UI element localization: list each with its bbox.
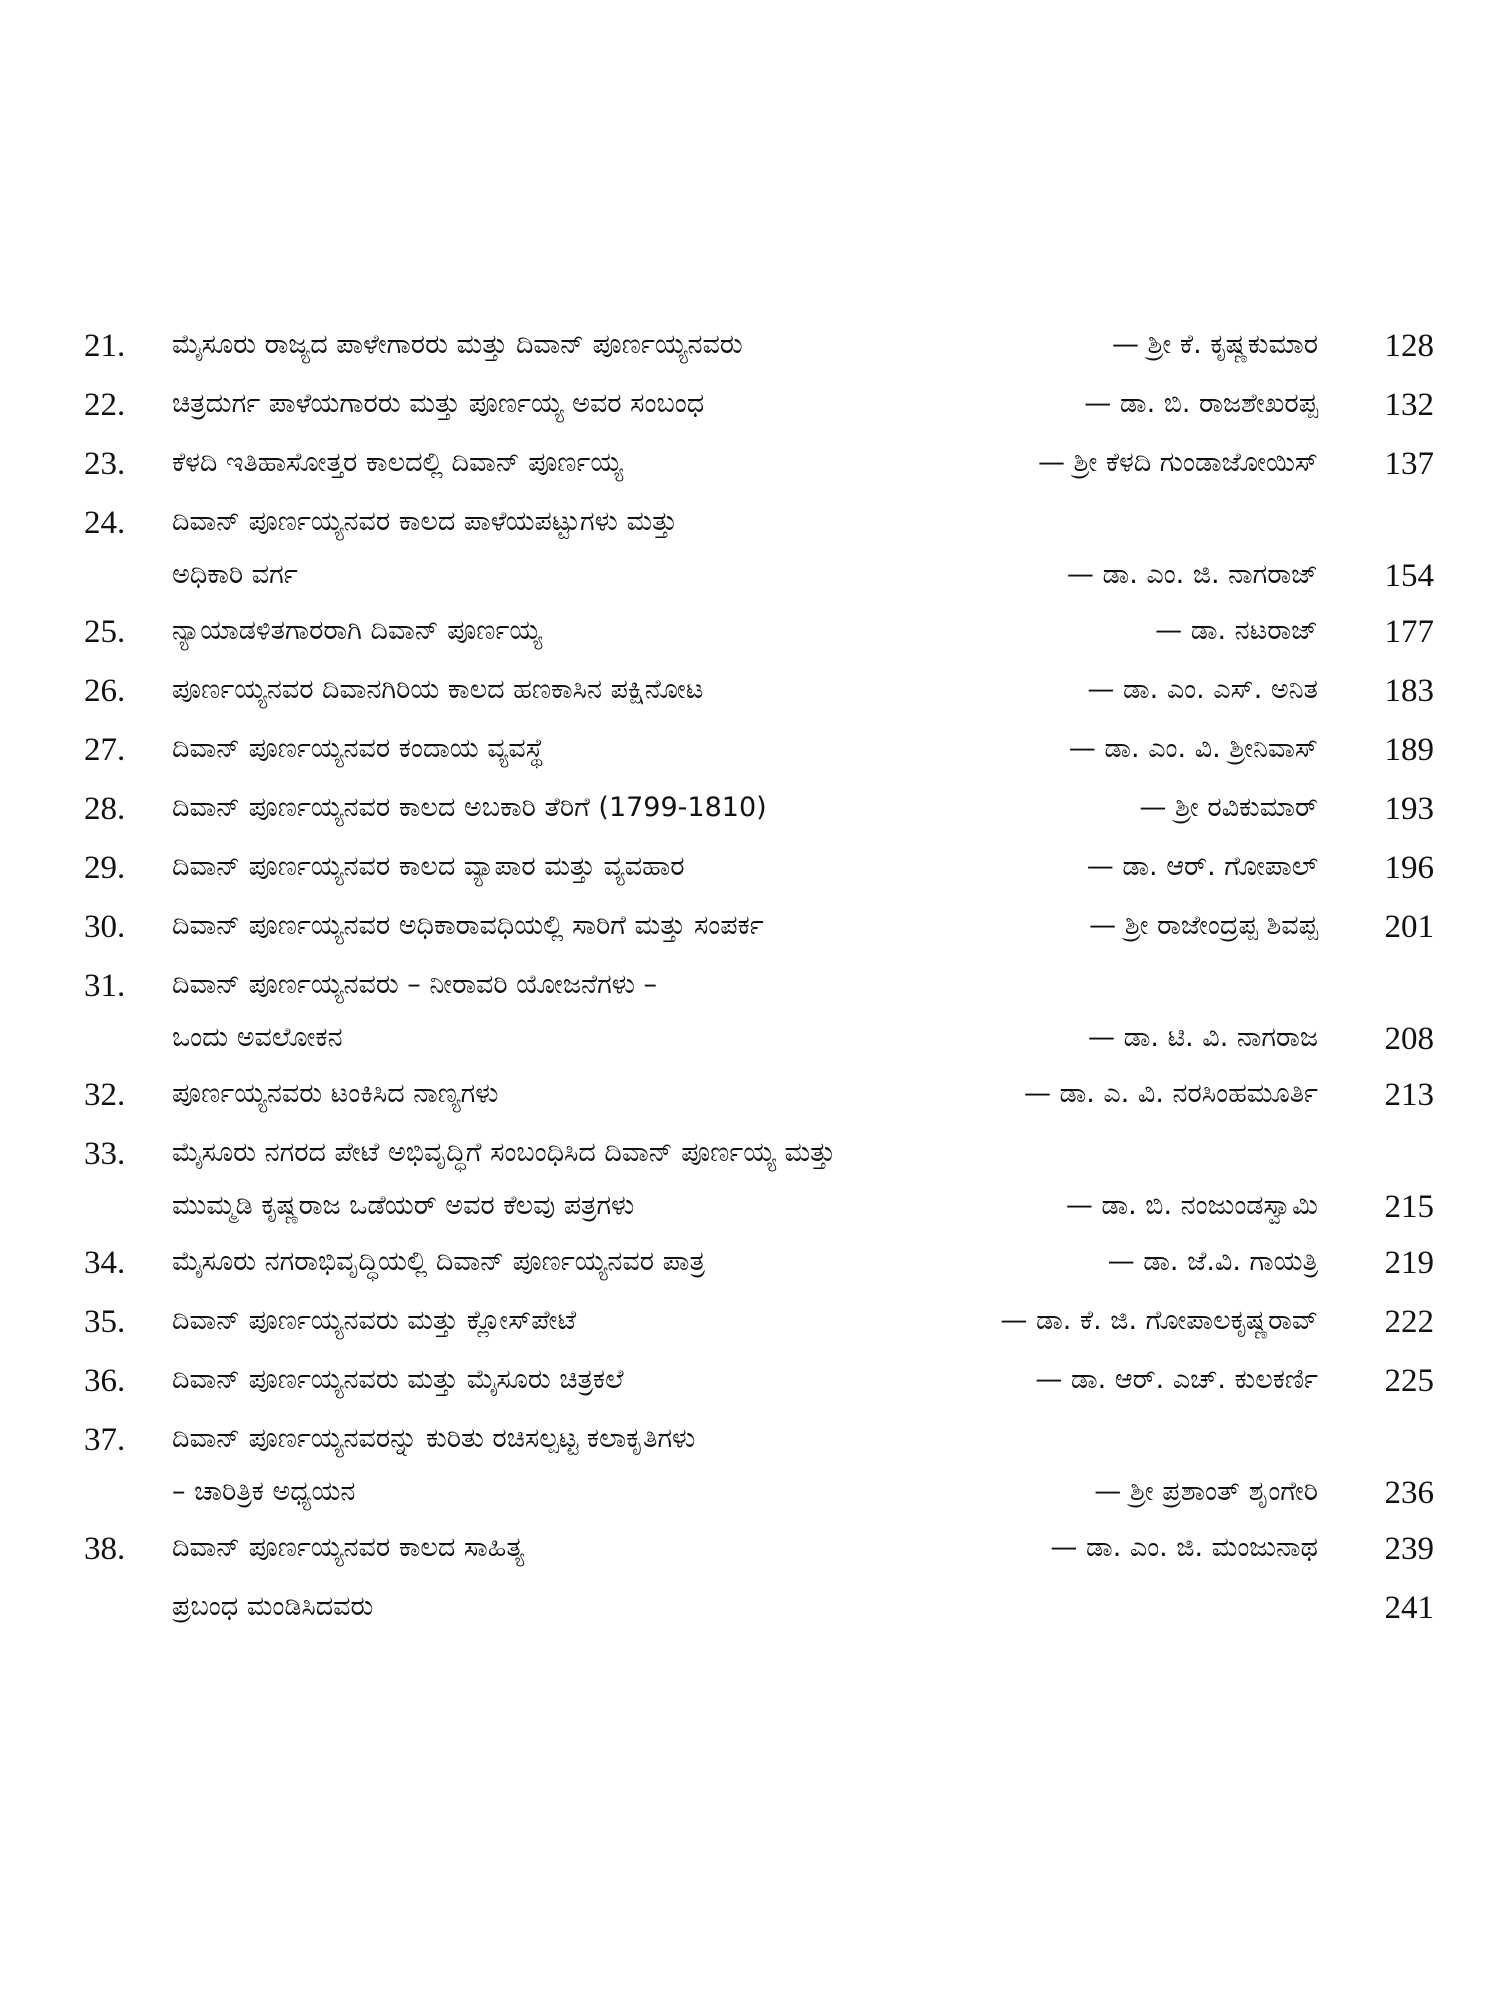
toc-entry <box>0 783 1500 842</box>
toc-entry <box>0 1237 1500 1296</box>
toc-entry <box>0 1069 1500 1128</box>
entry-author: — ಶ್ರೀ ರಾಜೇಂದ್ರಪ್ಪ ಶಿವಪ್ಪ <box>1089 910 1318 941</box>
toc-entry <box>0 497 1500 606</box>
entry-author: — ಡಾ. ಬಿ. ನಂಜುಂಡಸ್ವಾಮಿ <box>1065 1190 1318 1221</box>
toc-entry <box>0 1523 1500 1582</box>
entry-title: ದಿವಾನ್ ಪೂರ್ಣಯ್ಯನವರ ಕಾಲದ ಸಾಹಿತ್ಯ <box>172 1532 525 1563</box>
toc-entry <box>0 960 1500 1069</box>
entry-page-number: 196 <box>1384 850 1434 886</box>
toc-entry <box>0 606 1500 665</box>
toc-entry <box>0 320 1500 379</box>
entry-author: — ಶ್ರೀ ರವಿಕುಮಾರ್ <box>1139 792 1318 823</box>
entry-number: 27. <box>84 732 126 768</box>
entry-number: 32. <box>84 1077 126 1113</box>
entry-number: 36. <box>84 1363 126 1399</box>
entry-number: 21. <box>84 328 126 364</box>
entry-title-continued: ಮುಮ್ಮಡಿ ಕೃಷ್ಣರಾಜ ಒಡೆಯರ್ ಅವರ ಕೆಲವು ಪತ್ರಗಳು <box>172 1190 635 1221</box>
entry-title: ದಿವಾನ್ ಪೂರ್ಣಯ್ಯನವರ ಕಾಲದ ಅಬಕಾರಿ ತೆರಿಗೆ (1799-1810) <box>172 792 767 823</box>
entry-number: 29. <box>84 850 126 886</box>
entry-author: — ಡಾ. ಬಿ. ರಾಜಶೇಖರಪ್ಪ <box>1084 388 1318 419</box>
entry-author: — ಶ್ರೀ ಕೆ. ಕೃಷ್ಣಕುಮಾರ <box>1111 329 1318 360</box>
entry-author: — ಡಾ. ಎಂ. ಜಿ. ನಾಗರಾಜ್ <box>1066 559 1318 590</box>
entry-author: — ಡಾ. ಟಿ. ವಿ. ನಾಗರಾಜ <box>1088 1022 1318 1053</box>
entry-number: 31. <box>84 968 126 1004</box>
entry-title-continued: ಒಂದು ಅವಲೋಕನ <box>172 1022 343 1053</box>
entry-page-number: 225 <box>1384 1363 1434 1399</box>
entry-page-number: 239 <box>1384 1531 1434 1567</box>
entry-title: ಮೈಸೂರು ನಗರಾಭಿವೃದ್ಧಿಯಲ್ಲಿ ದಿವಾನ್ ಪೂರ್ಣಯ್ಯನವರ ಪಾತ್ರ <box>172 1246 705 1277</box>
entry-title: ಕೆಳದಿ ಇತಿಹಾಸೋತ್ತರ ಕಾಲದಲ್ಲಿ ದಿವಾನ್ ಪೂರ್ಣಯ್ಯ <box>172 447 624 478</box>
toc-entry <box>0 1128 1500 1237</box>
entry-page-number: 183 <box>1384 673 1434 709</box>
toc-entry <box>0 1355 1500 1414</box>
entry-number: 26. <box>84 673 126 709</box>
entry-title: ಪ್ರಬಂಧ ಮಂಡಿಸಿದವರು <box>172 1591 374 1622</box>
entry-page-number: 137 <box>1384 446 1434 482</box>
entry-page-number: 241 <box>1384 1590 1434 1626</box>
entry-author: — ಡಾ. ಎಂ. ಜಿ. ಮಂಜುನಾಥ <box>1050 1532 1318 1563</box>
entry-title-continued: ಅಧಿಕಾರಿ ವರ್ಗ <box>172 559 298 590</box>
entry-number: 37. <box>84 1422 126 1458</box>
entry-title: ಮೈಸೂರು ನಗರದ ಪೇಟೆ ಅಭಿವೃದ್ಧಿಗೆ ಸಂಬಂಧಿಸಿದ ದಿವಾನ್ ಪೂರ್ಣಯ್ಯ ಮತ್ತು <box>172 1137 836 1168</box>
entry-number: 28. <box>84 791 126 827</box>
toc-entry <box>0 379 1500 438</box>
entry-number: 35. <box>84 1304 126 1340</box>
entry-number: 25. <box>84 614 126 650</box>
entry-page-number: 154 <box>1384 558 1434 594</box>
entry-title: ದಿವಾನ್ ಪೂರ್ಣಯ್ಯನವರ ಕಾಲದ ಪಾಳೆಯಪಟ್ಟುಗಳು ಮತ್ತು <box>172 506 678 537</box>
entry-author: — ಡಾ. ಎ. ವಿ. ನರಸಿಂಹಮೂರ್ತಿ <box>1023 1078 1318 1109</box>
entry-title-continued: – ಚಾರಿತ್ರಿಕ ಅಧ್ಯಯನ <box>172 1476 356 1507</box>
entry-author: — ಡಾ. ಎಂ. ವಿ. ಶ್ರೀನಿವಾಸ್ <box>1068 733 1318 764</box>
entry-author: — ಡಾ. ನಟರಾಜ್ <box>1155 615 1318 646</box>
entry-page-number: 215 <box>1384 1189 1434 1225</box>
entry-title: ದಿವಾನ್ ಪೂರ್ಣಯ್ಯನವರು ಮತ್ತು ಕ್ಲೋಸ್‌ಪೇಟೆ <box>172 1305 577 1336</box>
entry-page-number: 213 <box>1384 1077 1434 1113</box>
entry-page-number: 201 <box>1384 909 1434 945</box>
entry-author: — ಡಾ. ಜೆ.ವಿ. ಗಾಯತ್ರಿ <box>1107 1246 1318 1277</box>
entry-number: 24. <box>84 505 126 541</box>
entry-page-number: 177 <box>1384 614 1434 650</box>
entry-title: ದಿವಾನ್ ಪೂರ್ಣಯ್ಯನವರ ಕಾಲದ ವ್ಯಾಪಾರ ಮತ್ತು ವ್ಯವಹಾರ <box>172 851 685 882</box>
entry-number: 30. <box>84 909 126 945</box>
toc-entry <box>0 901 1500 960</box>
entry-author: — ಡಾ. ಎಂ. ಎಸ್. ಅನಿತ <box>1087 674 1318 705</box>
entry-author: — ಡಾ. ಕೆ. ಜಿ. ಗೋಪಾಲಕೃಷ್ಣರಾವ್ <box>1000 1305 1318 1336</box>
toc-entry <box>0 1582 1500 1641</box>
entry-title: ಪೂರ್ಣಯ್ಯನವರು ಟಂಕಿಸಿದ ನಾಣ್ಯಗಳು <box>172 1078 499 1109</box>
entry-title: ಮೈಸೂರು ರಾಜ್ಯದ ಪಾಳೇಗಾರರು ಮತ್ತು ದಿವಾನ್ ಪೂರ್ಣಯ್ಯನವರು <box>172 329 743 360</box>
entry-title: ದಿವಾನ್ ಪೂರ್ಣಯ್ಯನವರು – ನೀರಾವರಿ ಯೋಜನೆಗಳು – <box>172 969 658 1000</box>
entry-title: ದಿವಾನ್ ಪೂರ್ಣಯ್ಯನವರು ಮತ್ತು ಮೈಸೂರು ಚಿತ್ರಕಲೆ <box>172 1364 624 1395</box>
entry-page-number: 208 <box>1384 1021 1434 1057</box>
entry-number: 34. <box>84 1245 126 1281</box>
entry-author: — ಶ್ರೀ ಕೆಳದಿ ಗುಂಡಾಜೋಯಿಸ್ <box>1037 447 1318 478</box>
entry-page-number: 189 <box>1384 732 1434 768</box>
entry-page-number: 219 <box>1384 1245 1434 1281</box>
toc-entry <box>0 438 1500 497</box>
entry-author: — ಡಾ. ಆರ್. ಗೋಪಾಲ್ <box>1086 851 1318 882</box>
entry-title: ದಿವಾನ್ ಪೂರ್ಣಯ್ಯನವರ ಅಧಿಕಾರಾವಧಿಯಲ್ಲಿ ಸಾರಿಗೆ ಮತ್ತು ಸಂಪರ್ಕ <box>172 910 764 941</box>
entry-page-number: 128 <box>1384 328 1434 364</box>
entry-page-number: 132 <box>1384 387 1434 423</box>
toc-entry <box>0 665 1500 724</box>
entry-page-number: 236 <box>1384 1475 1434 1511</box>
entry-number: 23. <box>84 446 126 482</box>
entry-title: ಚಿತ್ರದುರ್ಗ ಪಾಳೆಯಗಾರರು ಮತ್ತು ಪೂರ್ಣಯ್ಯ ಅವರ ಸಂಬಂಧ <box>172 388 705 419</box>
table-of-contents <box>0 320 1500 1641</box>
entry-title: ನ್ಯಾಯಾಡಳಿತಗಾರರಾಗಿ ದಿವಾನ್ ಪೂರ್ಣಯ್ಯ <box>172 615 543 646</box>
entry-number: 22. <box>84 387 126 423</box>
entry-title: ದಿವಾನ್ ಪೂರ್ಣಯ್ಯನವರನ್ನು ಕುರಿತು ರಚಿಸಲ್ಪಟ್ಟ ಕಲಾಕೃತಿಗಳು <box>172 1423 696 1454</box>
entry-page-number: 222 <box>1384 1304 1434 1340</box>
entry-number: 33. <box>84 1136 126 1172</box>
toc-entry <box>0 724 1500 783</box>
entry-title: ಪೂರ್ಣಯ್ಯನವರ ದಿವಾನಗಿರಿಯ ಕಾಲದ ಹಣಕಾಸಿನ ಪಕ್ಷಿನೋಟ <box>172 674 704 705</box>
entry-page-number: 193 <box>1384 791 1434 827</box>
toc-entry <box>0 1414 1500 1523</box>
toc-entry <box>0 1296 1500 1355</box>
toc-entry <box>0 842 1500 901</box>
entry-author: — ಶ್ರೀ ಪ್ರಶಾಂತ್ ಶೃಂಗೇರಿ <box>1094 1476 1318 1507</box>
entry-title: ದಿವಾನ್ ಪೂರ್ಣಯ್ಯನವರ ಕಂದಾಯ ವ್ಯವಸ್ಥೆ <box>172 733 544 764</box>
entry-author: — ಡಾ. ಆರ್. ಎಚ್. ಕುಲಕರ್ಣಿ <box>1035 1364 1318 1395</box>
entry-number: 38. <box>84 1531 126 1567</box>
